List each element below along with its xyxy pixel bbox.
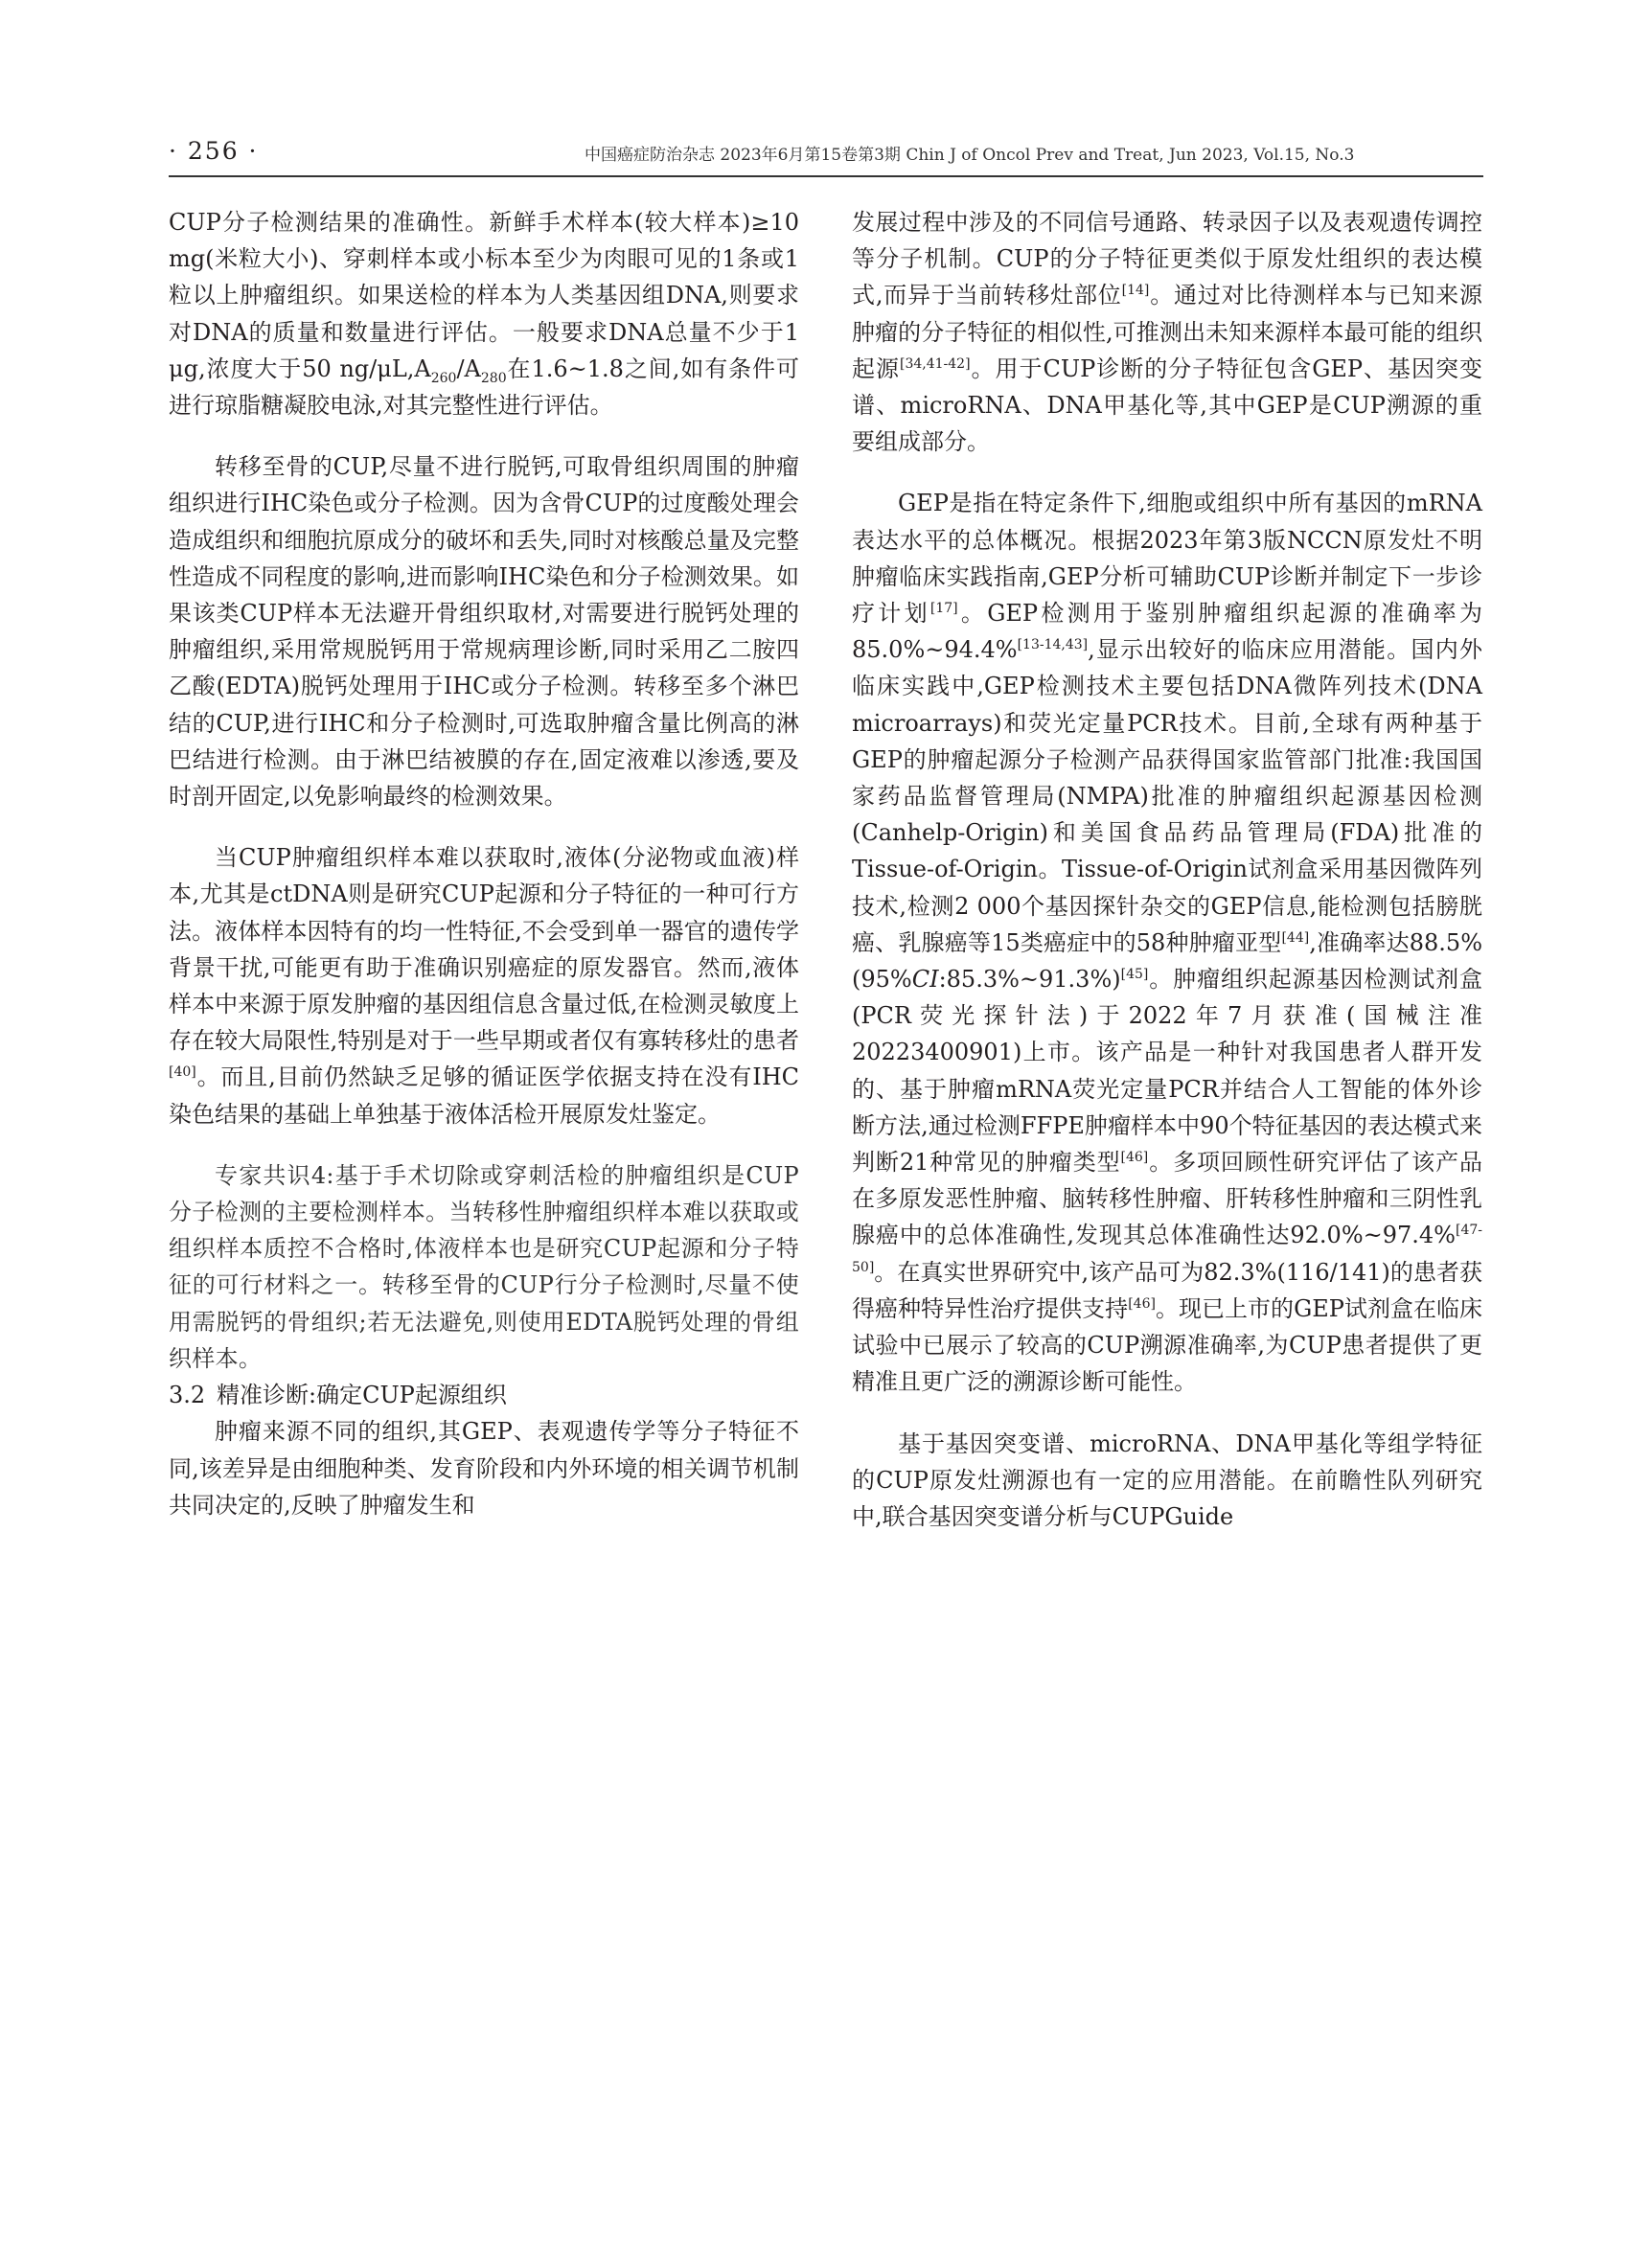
section-number: 3.2 xyxy=(169,1382,206,1409)
page-number: · 256 · xyxy=(169,137,259,165)
citation-ref: [14] xyxy=(1121,283,1150,299)
citation-ref: [17] xyxy=(929,601,958,617)
journal-citation: 中国癌症防治杂志 2023年6月第15卷第3期 Chin J of Oncol Prev and Treat, Jun 2023, Vol.15, No.3 xyxy=(585,146,1355,165)
section-title: 精准诊断:确定CUP起源组织 xyxy=(217,1382,507,1409)
citation-ref: [46] xyxy=(1120,1150,1149,1166)
paragraph: 当CUP肿瘤组织样本难以获取时,液体(分泌物或血液)样本,尤其是ctDNA则是研究CUP起源和分子特征的一种可行方法。液体样本因特有的均一性特征,不会受到单一器官的遗传学背景干扰,可能更有助于准确识别癌症的原发器官。然而,液体样本中来源于原发肿瘤的基因组信息含量过低,在检测灵敏度上存在较大局限性,特别是对于一些早期或者仅有寡转移灶的患者[40]。而且,目前仍然缺乏足够的循证医学依据支持在没有IHC染色结果的基础上单独基于液体活检开展原发灶鉴定。 xyxy=(169,844,799,1128)
paragraph: 基于基因突变谱、microRNA、DNA甲基化等组学特征的CUP原发灶溯源也有一定的应用潜能。在前瞻性队列研究中,联合基因突变谱分析与CUPGuide xyxy=(852,1429,1482,1530)
right-column xyxy=(852,204,1482,1535)
left-column xyxy=(169,204,799,1523)
section-heading xyxy=(169,1377,799,1413)
paragraph: GEP是指在特定条件下,细胞或组织中所有基因的mRNA表达水平的总体概况。根据2023年第3版NCCN原发灶不明肿瘤临床实践指南,GEP分析可辅助CUP诊断并制定下一步诊疗计划[17]。GEP检测用于鉴别肿瘤组织起源的准确率为85.0%~94.4%[13-14,43],显示出较好的临床应用潜能。国内外临床实践中,GEP检测技术主要包括DNA微阵列技术(DNA microarrays)和荧光定量PCR技术。目前,全球有两种基于GEP的肿瘤起源分子检测产品获得国家监管部门批准:我国国家药品监督管理局(NMPA)批准的肿瘤组织起源基因检测(Canhelp-Origin)和美国食品药品管理局(FDA)批准的Tissue-of-Origin。Tissue-of-Origin试剂盒采用基因微阵列技术,检测2 000个基因探针杂交的GEP信息,能检测包括膀胱癌、乳腺癌等15类癌症中的58种肿瘤亚型[44],准确率达88.5%(95%CI:85.3%~91.3%)[45]。肿瘤组织起源基因检测试剂盒(PCR荧光探针法)于2022年7月获准(国械注准20223400901)上市。该产品是一种针对我国患者人群开发的、基于肿瘤mRNA荧光定量PCR并结合人工智能的体外诊断方法,通过检测FFPE肿瘤样本中90个特征基因的表达模式来判断21种常见的肿瘤类型[46]。多项回顾性研究评估了该产品在多原发恶性肿瘤、脑转移性肿瘤、肝转移性肿瘤和三阴性乳腺癌中的总体准确性,发现其总体准确性达92.0%~97.4%[47-50]。在真实世界研究中,该产品可为82.3%(116/141)的患者获得癌种特异性治疗提供支持[46]。现已上市的GEP试剂盒在临床试验中已展示了较高的CUP溯源准确率,为CUP患者提供了更精准且更广泛的溯源诊断可能性。 xyxy=(852,490,1483,1396)
citation-ref: [45] xyxy=(1120,967,1149,983)
running-header xyxy=(169,129,1483,177)
paragraph: 转移至骨的CUP,尽量不进行脱钙,可取骨组织周围的肿瘤组织进行IHC染色或分子检测。因为含骨CUP的过度酸处理会造成组织和细胞抗原成分的破坏和丢失,同时对核酸总量及完整性造成不同程度的影响,进而影响IHC染色和分子检测效果。如果该类CUP样本无法避开骨组织取材,对需要进行脱钙处理的肿瘤组织,采用常规脱钙用于常规病理诊断,同时采用乙二胺四乙酸(EDTA)脱钙处理用于IHC或分子检测。转移至多个淋巴结的CUP,进行IHC和分子检测时,可选取肿瘤含量比例高的淋巴结进行检测。由于淋巴结被膜的存在,固定液难以渗透,要及时剖开固定,以免影响最终的检测效果。 xyxy=(169,453,799,811)
expert-consensus: 专家共识4:基于手术切除或穿刺活检的肿瘤组织是CUP分子检测的主要检测样本。当转移性肿瘤组织样本难以获取或组织样本质控不合格时,体液样本也是研究CUP起源和分子特征的可行材料之一。转移至骨的CUP行分子检测时,尽量不使用需脱钙的骨组织;若无法避免,则使用EDTA脱钙处理的骨组织样本。 xyxy=(169,1161,799,1372)
citation-ref: [40] xyxy=(169,1064,196,1081)
citation-ref: [47-50] xyxy=(852,1223,1482,1275)
paragraph: CUP分子检测结果的准确性。新鲜手术样本(较大样本)≥10 mg(米粒大小)、穿刺样本或小标本至少为肉眼可见的1条或1粒以上肿瘤组织。如果送检的样本为人类基因组DNA,则要求对DNA的质量和数量进行评估。一般要求DNA总量不少于1 μg,浓度大于50 $ng/\mu L,A_{260}/A_{280}$在1.6~1.8之间,如有条件可进行琼脂糖凝胶电泳,对其完整性进行评估。 xyxy=(169,209,799,420)
citation-ref: [44] xyxy=(1281,929,1310,946)
citation-ref: [46] xyxy=(1128,1295,1156,1312)
citation-ref: [13-14,43] xyxy=(1017,637,1089,653)
paragraph: 肿瘤来源不同的组织,其GEP、表观遗传学等分子特征不同,该差异是由细胞种类、发育阶段和内外环境的相关调节机制共同决定的,反映了肿瘤发生和 xyxy=(169,1418,799,1519)
paragraph: 发展过程中涉及的不同信号通路、转录因子以及表观遗传调控等分子机制。CUP的分子特征更类似于原发灶组织的表达模式,而异于当前转移灶部位[14]。通过对比待测样本与已知来源肿瘤的分子特征的相似性,可推测出未知来源样本最可能的组织起源[34,41-42]。用于CUP诊断的分子特征包含GEP、基因突变谱、microRNA、DNA甲基化等,其中GEP是CUP溯源的重要组成部分。 xyxy=(852,209,1483,456)
citation-ref: [34,41-42] xyxy=(900,355,971,372)
